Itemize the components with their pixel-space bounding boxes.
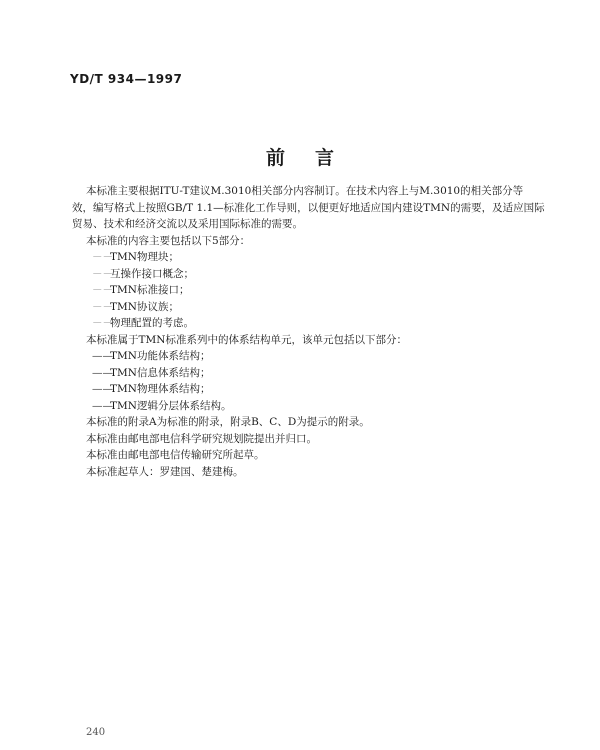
list-item-text: TMN逻辑分层体系结构。 [110, 399, 232, 412]
list-item-text: 互操作接口概念； [110, 267, 194, 280]
list-item [86, 348, 556, 365]
list-item-text: TMN物理体系结构； [110, 383, 211, 395]
dash-marker: －－ [92, 317, 113, 329]
list-item [86, 282, 556, 299]
drafters-note: 本标准起草人：罗建国、楚建梅。 [86, 465, 244, 478]
contents-intro: 本标准的内容主要包括以下5部分： [86, 234, 251, 247]
list-item-text: 物理配置的考虑。 [110, 317, 194, 329]
proposer-note: 本标准由邮电部电信科学研究规划院提出并归口。 [86, 432, 317, 445]
list-item-text: TMN协议族； [110, 300, 179, 313]
list-item [86, 299, 556, 316]
dash-marker: －－ [92, 267, 113, 280]
list-item-text: TMN功能体系结构； [110, 350, 211, 362]
page-title: 前言 [265, 147, 364, 169]
intro-line-2: 效，编写格式上按照GB/T 1.1—标准化工作导则，以便更好地适应国内建设TMN的需要，及适应国际 [72, 201, 545, 214]
series-intro: 本标准属于TMN标准系列中的体系结构单元，该单元包括以下部分： [86, 333, 407, 346]
dash-marker: －－ [92, 251, 113, 263]
appendix-note: 本标准的附录A为标准的附录，附录B、C、D为提示的附录。 [86, 416, 370, 428]
series-list [86, 348, 556, 414]
intro-paragraph [72, 183, 556, 233]
intro-line-3: 贸易、技术和经济交流以及采用国际标准的需要。 [72, 218, 303, 230]
dash-marker: －－ [92, 284, 113, 296]
dash-marker: －－ [92, 300, 113, 313]
drafter-org-note: 本标准由邮电部电信传输研究所起草。 [86, 449, 265, 461]
list-item [86, 381, 556, 398]
list-item [86, 249, 556, 266]
standard-code: YD/T 934—1997 [70, 72, 183, 86]
dash-marker: —— [92, 383, 113, 395]
list-item-text: TMN标准接口； [110, 284, 190, 296]
dash-marker: —— [92, 366, 113, 379]
intro-line-1: 本标准主要根据ITU-T建议M.3010相关部分内容制订。在技术内容上与M.3010的相关部分等 [86, 185, 524, 197]
contents-list [86, 249, 556, 332]
dash-marker: —— [92, 399, 113, 412]
dash-marker: —— [92, 350, 113, 362]
document-body [72, 183, 556, 480]
list-item [86, 266, 556, 283]
list-item [86, 315, 556, 332]
page-number: 240 [86, 727, 106, 738]
list-item-text: TMN物理块； [110, 251, 179, 263]
list-item [86, 365, 556, 382]
list-item-text: TMN信息体系结构； [110, 366, 211, 379]
list-item [86, 398, 556, 415]
